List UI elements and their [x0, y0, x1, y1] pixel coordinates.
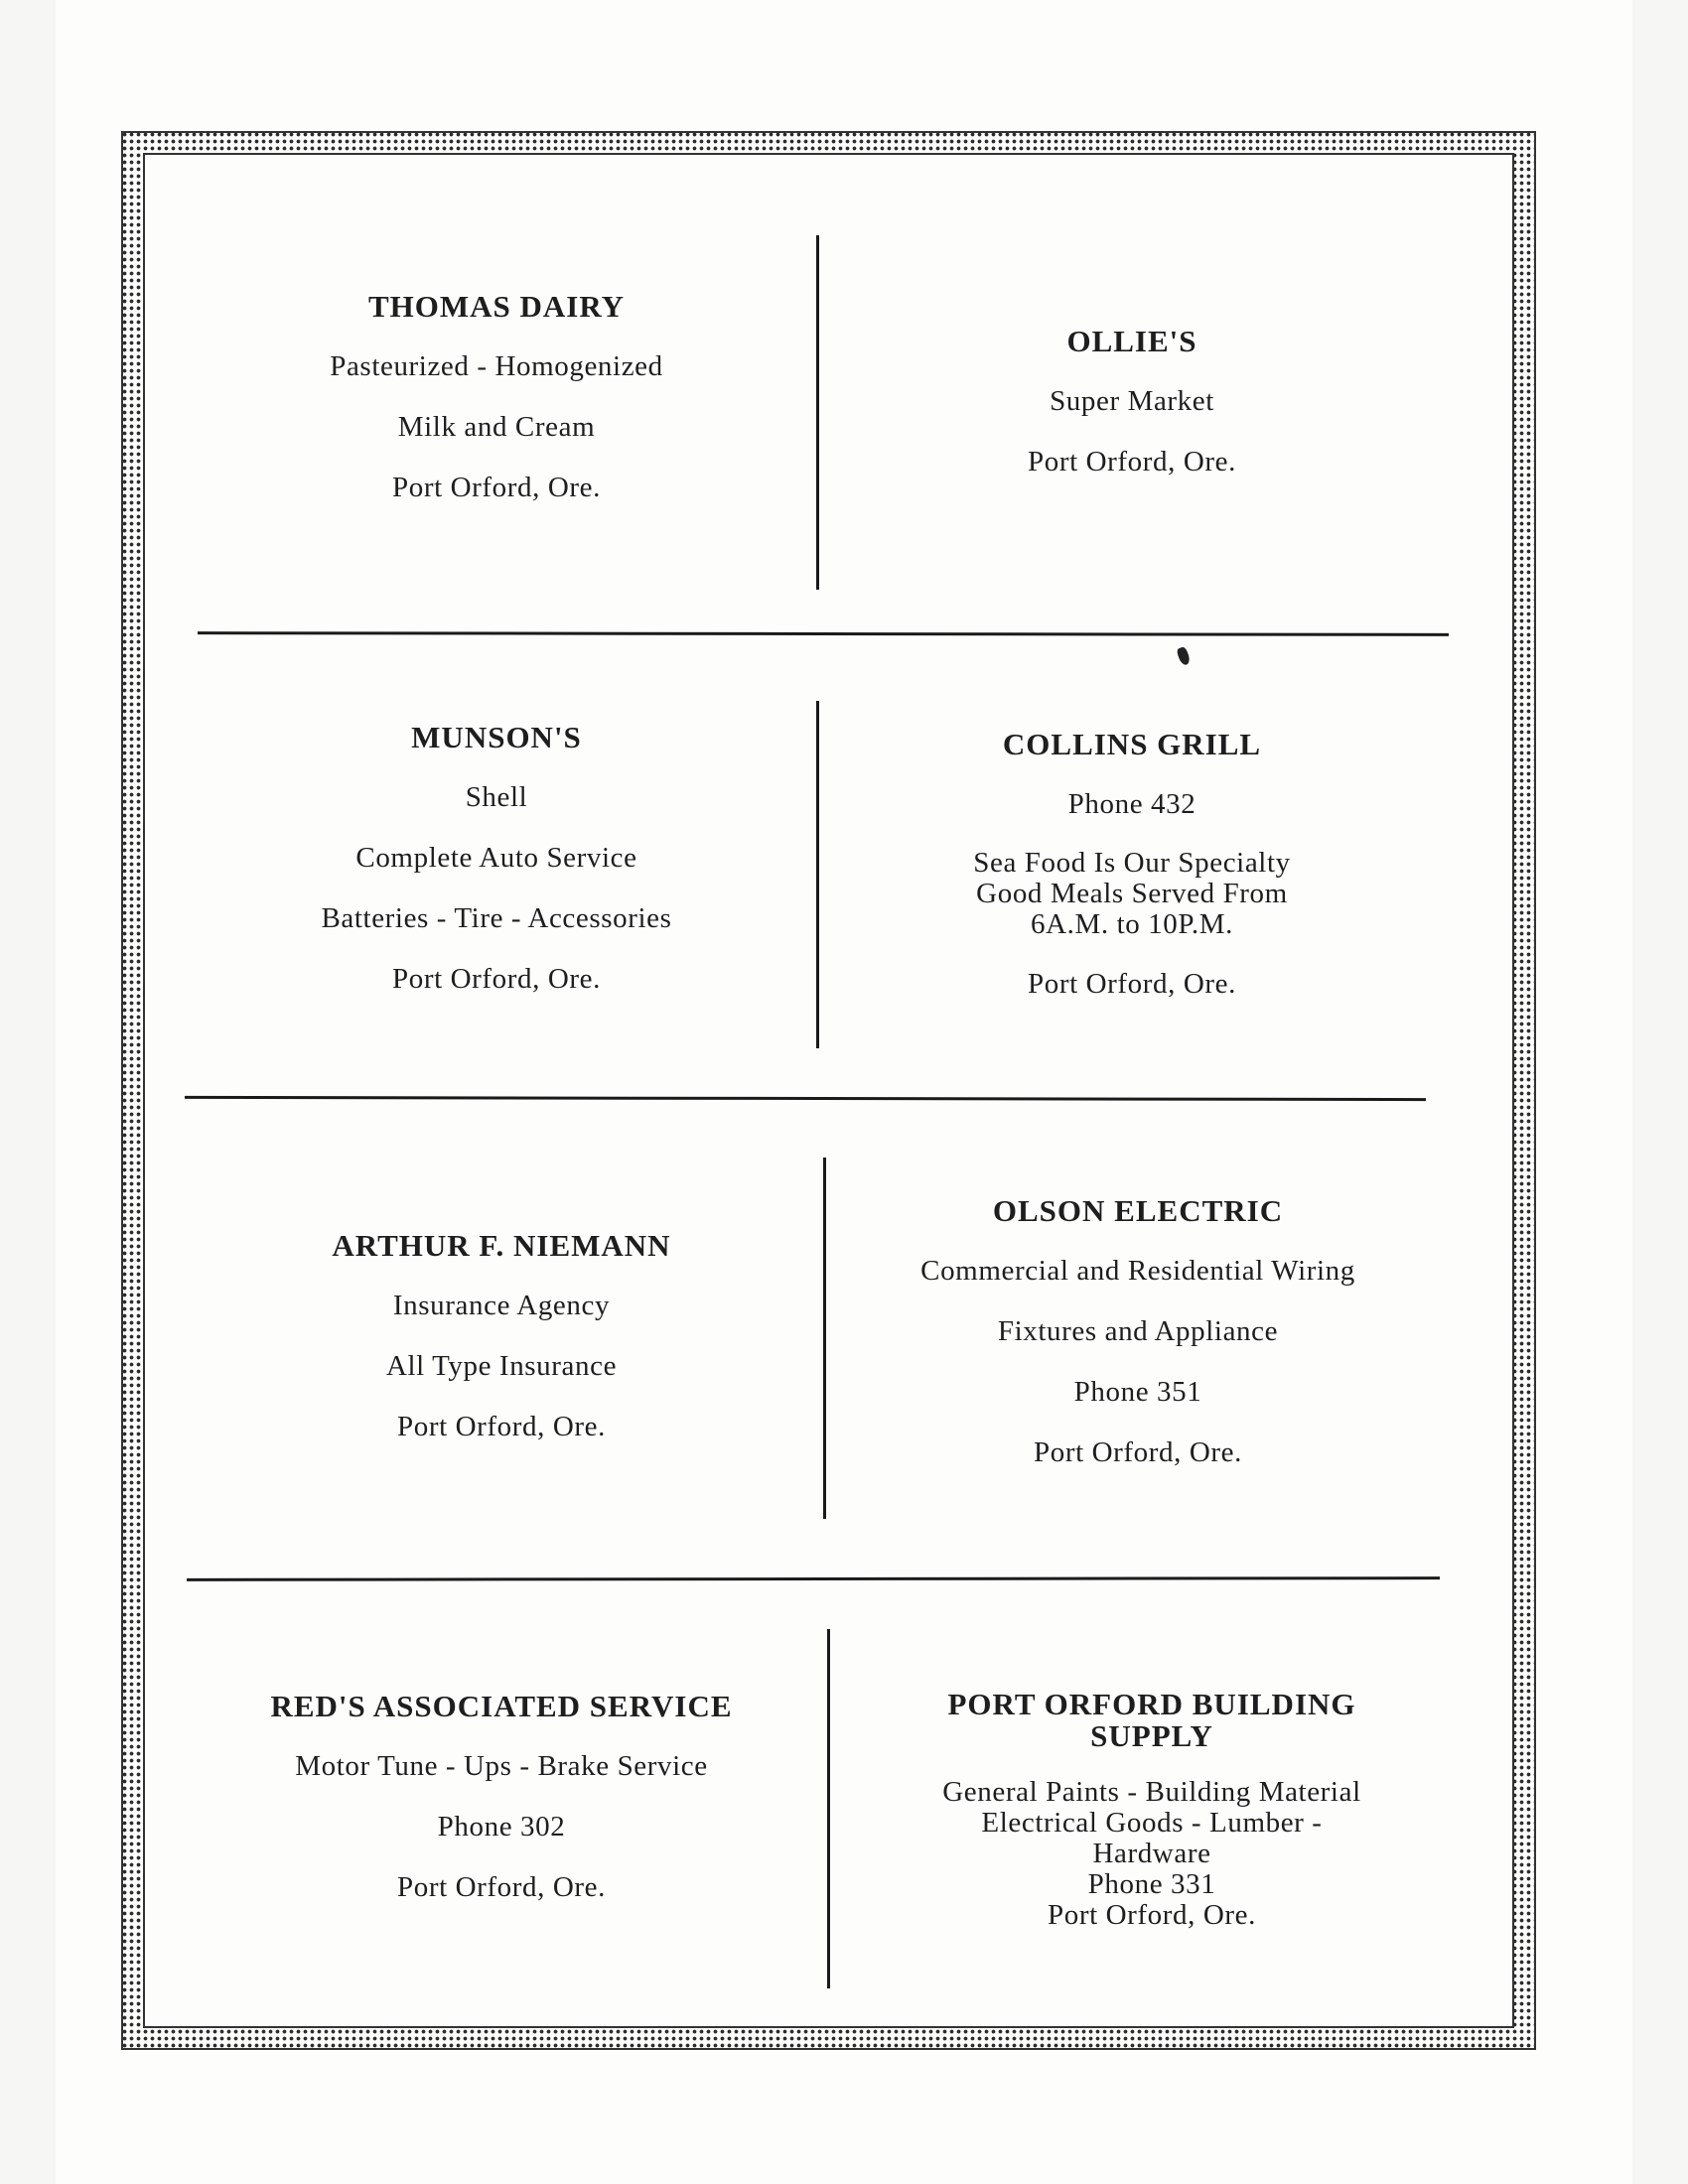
- vertical-divider-4: [827, 1629, 830, 1988]
- ad-line: Complete Auto Service: [355, 842, 637, 874]
- ad-address: Port Orford, Ore.: [1028, 968, 1236, 1000]
- ad-address: Port Orford, Ore.: [392, 963, 601, 995]
- ad-line: Insurance Agency: [392, 1290, 611, 1321]
- ad-phone: Phone 302: [437, 1811, 566, 1843]
- ad-port-orford-building-supply: [874, 1688, 1430, 1931]
- ad-address: Port Orford, Ore.: [397, 1411, 606, 1442]
- ad-phone: Phone 432: [1067, 788, 1196, 820]
- ad-thomas-dairy: [238, 290, 755, 531]
- ad-name: OLLIE'S: [1066, 324, 1197, 358]
- ad-line: Hardware: [1092, 1838, 1211, 1869]
- ad-line: Super Market: [1050, 385, 1214, 417]
- ad-line: Fixtures and Appliance: [997, 1315, 1279, 1347]
- ad-collins-grill: [874, 728, 1390, 1027]
- ad-olson-electric: [860, 1194, 1416, 1496]
- ad-line: Batteries - Tire - Accessories: [321, 902, 672, 934]
- ad-line: Good Meals Served From: [976, 878, 1288, 909]
- ad-address: Port Orford, Ore.: [1048, 1899, 1256, 1931]
- ad-line: General Paints - Building Material: [942, 1776, 1361, 1808]
- ad-munsons: [238, 721, 755, 1023]
- ad-address: Port Orford, Ore.: [1034, 1436, 1242, 1468]
- ad-ollies: [874, 325, 1390, 505]
- ad-phone: Phone 351: [1073, 1376, 1202, 1408]
- ad-address: Port Orford, Ore.: [1028, 446, 1236, 478]
- ad-line: Motor Tune - Ups - Brake Service: [295, 1750, 708, 1782]
- ad-line: Sea Food Is Our Specialty: [973, 847, 1291, 879]
- ad-line: Electrical Goods - Lumber -: [981, 1807, 1323, 1839]
- vertical-divider-1: [816, 235, 819, 590]
- ad-name: RED'S ASSOCIATED SERVICE: [270, 1689, 733, 1723]
- ad-line: 6A.M. to 10P.M.: [1031, 908, 1233, 940]
- ad-arthur-niemann: [243, 1229, 760, 1470]
- ad-name: MUNSON'S: [411, 720, 582, 754]
- ad-line: Pasteurized - Homogenized: [330, 350, 663, 382]
- ad-line: Shell: [465, 781, 528, 813]
- ad-phone: Phone 331: [1087, 1868, 1216, 1900]
- ad-name: COLLINS GRILL: [1002, 727, 1262, 761]
- ad-reds-associated-service: [223, 1690, 779, 1931]
- ad-line: Commercial and Residential Wiring: [920, 1255, 1355, 1287]
- ad-name: OLSON ELECTRIC: [992, 1193, 1284, 1228]
- vertical-divider-2: [816, 701, 819, 1048]
- ad-address: Port Orford, Ore.: [392, 472, 601, 503]
- vertical-divider-3: [823, 1158, 826, 1519]
- ad-name: PORT ORFORD BUILDING: [947, 1687, 1356, 1721]
- ad-line: Milk and Cream: [397, 411, 596, 443]
- ad-line: All Type Insurance: [385, 1350, 618, 1382]
- ad-name: ARTHUR F. NIEMANN: [332, 1228, 671, 1263]
- ad-name: SUPPLY: [1090, 1718, 1213, 1753]
- ad-name: THOMAS DAIRY: [367, 289, 626, 324]
- ad-address: Port Orford, Ore.: [397, 1871, 606, 1903]
